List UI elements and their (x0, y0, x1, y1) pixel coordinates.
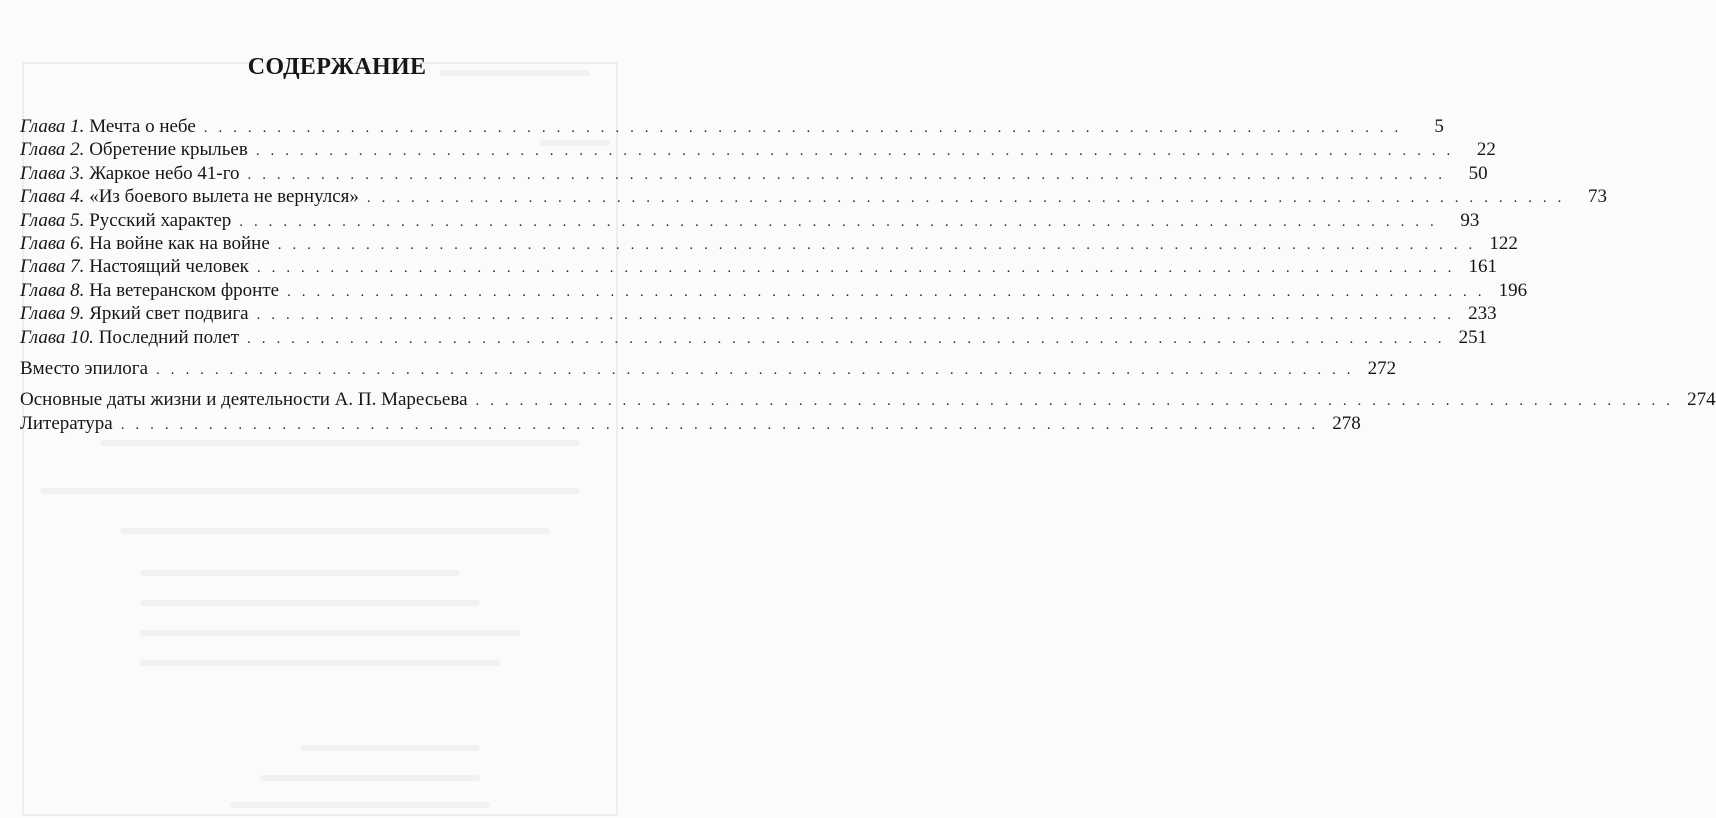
page-number: 278 (1332, 412, 1361, 434)
dot-leader: . . . . . . . . . . . . . . . . . . . . . . . . . . . . . . . . . . . . . . . . . . . . . . . . . . . . . . . . . . . . . . . . . . . . . . . . . . . . . . . . . . (475, 393, 1674, 410)
page-number: 196 (1498, 279, 1528, 301)
chapter-label: Глава 5. (20, 209, 85, 231)
page-number: 233 (1468, 303, 1497, 325)
dot-leader: . . . . . . . . . . . . . . . . . . . . . . . . . . . . . . . . . . . . . . . . . . . . . . . . . . . . . . . . . . . . . . . . . . . . . . . . . . . . . . . . . . (255, 143, 1454, 160)
toc-entry[interactable] (20, 302, 1497, 325)
page-number: 50 (1468, 162, 1488, 184)
entry-title: Вместо эпилога (20, 357, 149, 379)
chapter-label: Глава 3. (20, 162, 85, 184)
show-through-line (140, 660, 500, 666)
toc-entry[interactable] (20, 326, 1488, 349)
entry-title: На ветеранском фронте (89, 279, 280, 301)
toc-entry[interactable] (20, 388, 1716, 411)
show-through-line (140, 630, 520, 636)
toc-entry[interactable] (20, 138, 1496, 161)
toc-entry[interactable] (20, 279, 1528, 302)
entry-title: Русский характер (89, 209, 232, 231)
dot-leader: . . . . . . . . . . . . . . . . . . . . . . . . . . . . . . . . . . . . . . . . . . . . . . . . . . . . . . . . . . . . . . . . . . . . . . . . . . . . . . . . . . (247, 330, 1446, 347)
entry-title: Литература (20, 412, 113, 434)
dot-leader: . . . . . . . . . . . . . . . . . . . . . . . . . . . . . . . . . . . . . . . . . . . . . . . . . . . . . . . . . . . . . . . . . . . . . . . . . . . . . . . . . . (277, 236, 1476, 253)
entry-title: Жаркое небо 41-го (89, 162, 240, 184)
dot-leader: . . . . . . . . . . . . . . . . . . . . . . . . . . . . . . . . . . . . . . . . . . . . . . . . . . . . . . . . . . . . . . . . . . . . . . . . . . . . . . . . . . (156, 361, 1355, 378)
show-through-line (260, 775, 480, 781)
chapter-label: Глава 2. (20, 139, 85, 161)
page-number: 122 (1489, 232, 1518, 254)
chapter-label: Глава 1. (20, 116, 85, 137)
dot-leader: . . . . . . . . . . . . . . . . . . . . . . . . . . . . . . . . . . . . . . . . . . . . . . . . . . . . . . . . . . . . . . . . . . . . . . . . . . . . . . . . . . (203, 120, 1402, 136)
dot-leader: . . . . . . . . . . . . . . . . . . . . . . . . . . . . . . . . . . . . . . . . . . . . . . . . . . . . . . . . . . . . . . . . . . . . . . . . . . . . . . . . . . (366, 190, 1565, 207)
chapter-label: Глава 10. (20, 326, 94, 348)
page-number: 93 (1460, 209, 1480, 231)
toc-entry[interactable] (20, 209, 1480, 232)
show-through-line (100, 440, 580, 446)
show-through-line (230, 802, 490, 808)
entry-title: На войне как на войне (89, 232, 270, 254)
entry-title: Настоящий человек (89, 256, 249, 278)
chapter-label: Глава 4. (20, 186, 85, 208)
toc-entry[interactable] (20, 232, 1518, 255)
dot-leader: . . . . . . . . . . . . . . . . . . . . . . . . . . . . . . . . . . . . . . . . . . . . . . . . . . . . . . . . . . . . . . . . . . . . . . . . . . . . . . . . . . (239, 213, 1438, 230)
show-through-line (300, 745, 480, 751)
table-of-contents (20, 115, 1716, 435)
show-through-line (140, 570, 460, 576)
page-number: 22 (1476, 139, 1496, 161)
page-number: 161 (1468, 256, 1497, 278)
toc-entry[interactable] (20, 357, 1397, 380)
page-number: 274 (1687, 389, 1716, 411)
page-title: СОДЕРЖАНИЕ (247, 54, 427, 80)
dot-leader: . . . . . . . . . . . . . . . . . . . . . . . . . . . . . . . . . . . . . . . . . . . . . . . . . . . . . . . . . . . . . . . . . . . . . . . . . . . . . . . . . . (256, 260, 1455, 277)
toc-entry[interactable] (20, 162, 1488, 185)
show-through-line (120, 528, 550, 534)
entry-title: Яркий свет подвига (89, 303, 249, 325)
entry-title: «Из боевого вылета не вернулся» (89, 186, 359, 208)
dot-leader: . . . . . . . . . . . . . . . . . . . . . . . . . . . . . . . . . . . . . . . . . . . . . . . . . . . . . . . . . . . . . . . . . . . . . . . . . . . . . . . . . . (120, 416, 1319, 433)
show-through-line (40, 488, 580, 494)
chapter-label: Глава 8. (20, 279, 85, 301)
dot-leader: . . . . . . . . . . . . . . . . . . . . . . . . . . . . . . . . . . . . . . . . . . . . . . . . . . . . . . . . . . . . . . . . . . . . . . . . . . . . . . . . . . (247, 166, 1446, 183)
toc-entry[interactable] (20, 115, 1444, 138)
toc-entry[interactable] (20, 412, 1361, 435)
chapter-label: Глава 9. (20, 303, 85, 325)
page-number: 251 (1458, 326, 1488, 348)
dot-leader: . . . . . . . . . . . . . . . . . . . . . . . . . . . . . . . . . . . . . . . . . . . . . . . . . . . . . . . . . . . . . . . . . . . . . . . . . . . . . . . . . . (256, 307, 1455, 324)
page-number: 73 (1587, 186, 1607, 208)
entry-title: Обретение крыльев (89, 139, 248, 161)
entry-title: Основные даты жизни и деятельности А. П. Маресьева (20, 389, 468, 411)
toc-entry[interactable] (20, 185, 1607, 208)
show-through-line (140, 600, 480, 606)
toc-entry[interactable] (20, 255, 1497, 278)
page-number: 272 (1367, 357, 1397, 379)
dot-leader: . . . . . . . . . . . . . . . . . . . . . . . . . . . . . . . . . . . . . . . . . . . . . . . . . . . . . . . . . . . . . . . . . . . . . . . . . . . . . . . . . . (287, 283, 1486, 300)
chapter-label: Глава 7. (20, 256, 85, 278)
entry-title: Последний полет (98, 326, 240, 348)
chapter-label: Глава 6. (20, 232, 85, 254)
page-number: 5 (1434, 116, 1444, 137)
entry-title: Мечта о небе (89, 116, 196, 137)
